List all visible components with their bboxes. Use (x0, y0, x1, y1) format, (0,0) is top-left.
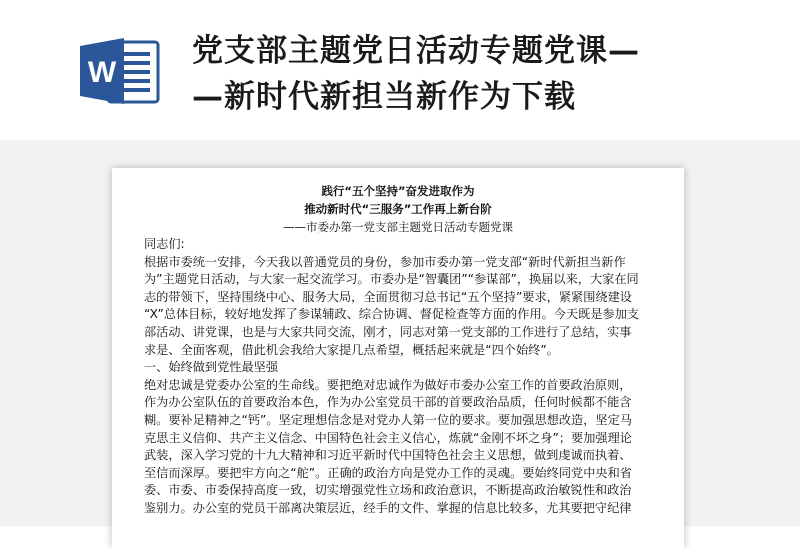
doc-line: 求是、全面客观，借此机会我给大家提几点希望，概括起来就是“四个始终”。 (144, 342, 559, 357)
doc-line: 糊。要补足精神之“钙”。坚定理想信念是对党办人第一位的要求。要加强思想改造，坚定马 (144, 412, 632, 427)
doc-line: 鉴别力。办公室的党员干部离决策层近，经手的文件、掌握的信息比较多，尤其要把守纪律 (144, 500, 632, 515)
document-page (112, 168, 684, 548)
doc-heading-2: 推动新时代“三服务”工作再上新台阶 (304, 202, 492, 216)
doc-line: 志的带领下，坚持围绕中心、服务大局，全面贯彻习总书记“五个坚持”要求，紧紧围绕建设 (144, 289, 632, 304)
doc-line: 部活动、讲党课，也是与大家共同交流，刚才，同志对第一党支部的工作进行了总结，实事 (144, 324, 632, 339)
doc-line: 同志们: (144, 237, 185, 251)
page-title (192, 28, 782, 120)
doc-line: 根据市委统一安排，今天我以普通党员的身份，参加市委办第一党支部“新时代新担当新作 (144, 254, 626, 269)
doc-subtitle: ——市委办第一党支部主题党日活动专题党课 (283, 220, 513, 234)
header (0, 0, 800, 140)
word-document-icon (78, 36, 162, 106)
doc-line: “X”总体目标，较好地发挥了参谋辅政、综合协调、督促检查等方面的作用。今天既是参加支 (144, 307, 640, 322)
doc-heading-1: 践行“五个坚持”奋发进取作为 (321, 184, 475, 198)
doc-section-heading: 一、始终做到党性最坚强 (144, 360, 279, 375)
doc-line: 至信而深厚。要把牢方向之“舵”。正确的政治方向是党办工作的灵魂。要始终同党中央和省 (144, 465, 632, 480)
doc-line: 克思主义信仰、共产主义信念、中国特色社会主义信心，炼就“金刚不坏之身”；要加强理论 (144, 430, 632, 445)
doc-line: 作为办公室队伍的首要政治本色，作为办公室党员干部的首要政治品质，任何时候都不能含 (144, 395, 632, 410)
doc-line: 绝对忠诚是党委办公室的生命线。要把绝对忠诚作为做好市委办公室工作的首要政治原则， (144, 377, 632, 392)
title-line-1: 党支部主题党日活动专题党课— (192, 33, 640, 69)
title-line-2: —新时代新担当新作为下载 (192, 79, 576, 115)
document-body (144, 182, 652, 518)
word-icon-letter: W (87, 56, 117, 89)
doc-line: 为”主题党日活动，与大家一起交流学习。市委办是“智囊团”“参谋部”，换届以来，大家在同 (144, 272, 639, 287)
doc-line: 武装，深入学习党的十九大精神和习近平新时代中国特色社会主义思想，做到虔诚而执着、 (144, 448, 632, 463)
doc-line: 委、市委、市委保持高度一致，切实增强党性立场和政治意识，不断提高政治敏锐性和政治 (144, 483, 632, 498)
